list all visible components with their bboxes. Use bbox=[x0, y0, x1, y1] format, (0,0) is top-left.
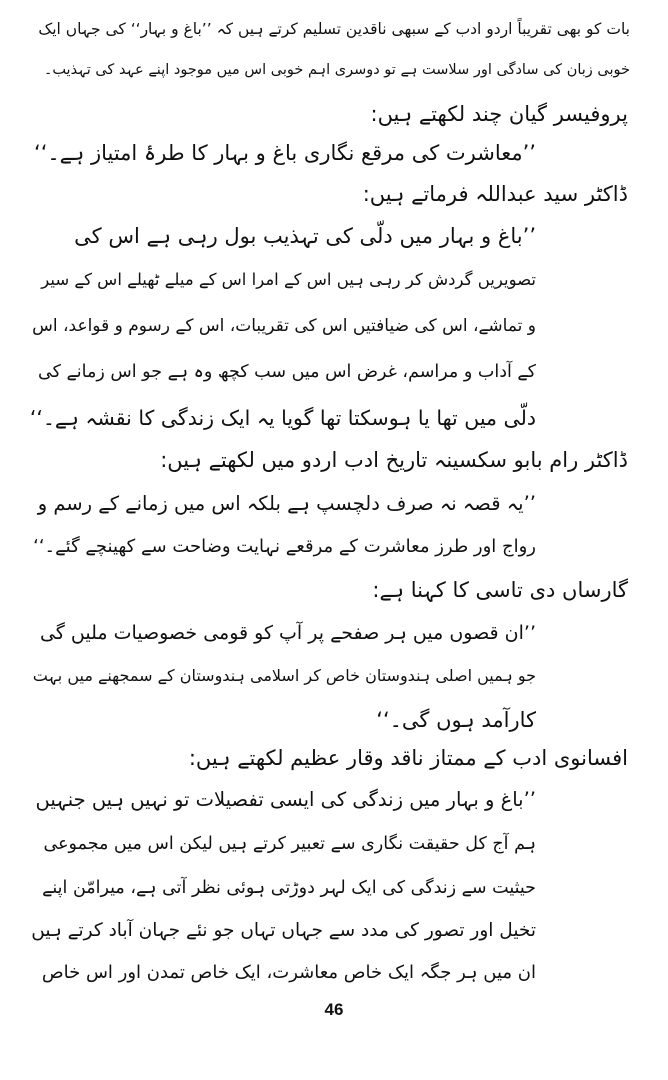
quote-line: جو ہمیں اصلی ہندوستان خاص کر اسلامی ہندوستان کے سمجھنے میں بہت bbox=[32, 666, 536, 685]
text-line: گارساں دی تاسی کا کہنا ہے: bbox=[372, 578, 628, 602]
text-line: ڈاکٹر سید عبداللہ فرماتے ہیں: bbox=[362, 182, 628, 206]
quote-line: کے آداب و مراسم، غرض اس میں سب کچھ وہ ہے جو اس زمانے کی bbox=[38, 362, 536, 382]
quote-line: رواج اور طرز معاشرت کے مرقعے نہایت وضاحت سے کھینچے گئے۔‘‘ bbox=[33, 536, 536, 557]
quote-line: ’’ان قصوں میں ہر صفحے پر آپ کو قومی خصوصیات ملیں گی bbox=[39, 622, 536, 644]
quote-line: ’’باغ و بہار میں دلّی کی تہذیب بول رہی ہے اس کی bbox=[74, 224, 536, 248]
text-line: خوبی زبان کی سادگی اور سلاست ہے تو دوسری اہم خوبی اس میں موجود اپنے عہد کی تہذیب۔ bbox=[43, 62, 630, 78]
quote-line: کارآمد ہوں گی۔‘‘ bbox=[376, 708, 536, 732]
quote-line: دلّی میں تھا یا ہوسکتا تھا گویا یہ ایک زندگی کا نقشہ ہے۔‘‘ bbox=[29, 406, 536, 430]
quote-line: تخیل اور تصور کی مدد سے جہاں تہاں جو نئے جہان آباد کرتے ہیں bbox=[31, 920, 536, 941]
quote-line: و تماشے، اس کی ضیافتیں اس کی تقریبات، اس کے رسوم و قواعد، اس bbox=[32, 316, 536, 336]
quote-line: ان میں ہر جگہ ایک خاص معاشرت، ایک خاص تمدن اور اس خاص bbox=[41, 962, 536, 983]
quote-line: ’’معاشرت کی مرقع نگاری باغ و بہار کا طرۂ امتیاز ہے۔‘‘ bbox=[34, 141, 536, 165]
text-line: بات کو بھی تقریباً اردو ادب کے سبھی ناقدین تسلیم کرتے ہیں کہ ’’باغ و بہار‘‘ کی جہاں ایک bbox=[38, 20, 630, 38]
quote-line: تصویریں گردش کر رہی ہیں اس کے امرا اس کے میلے ٹھیلے اس کے سیر bbox=[41, 270, 536, 289]
text-line: ڈاکٹر رام بابو سکسینہ تاریخ ادب اردو میں لکھتے ہیں: bbox=[160, 448, 628, 472]
quote-line: ’’باغ و بہار میں زندگی کی ایسی تفصیلات تو نہیں ہیں جنہیں bbox=[35, 788, 536, 811]
text-line: پروفیسر گیان چند لکھتے ہیں: bbox=[370, 102, 628, 126]
page-number: 46 bbox=[324, 1000, 344, 1019]
quote-line: ’’یہ قصہ نہ صرف دلچسپ ہے بلکہ اس میں زمانے کے رسم و bbox=[37, 492, 536, 515]
quote-line: حیثیت سے زندگی کی ایک لہر دوڑتی ہوئی نظر آتی ہے، میرامّن اپنے bbox=[42, 878, 536, 898]
text-line: افسانوی ادب کے ممتاز ناقد وقار عظیم لکھتے ہیں: bbox=[188, 746, 628, 770]
quote-line: ہم آج کل حقیقت نگاری سے تعبیر کرتے ہیں لیکن اس میں مجموعی bbox=[43, 834, 536, 854]
